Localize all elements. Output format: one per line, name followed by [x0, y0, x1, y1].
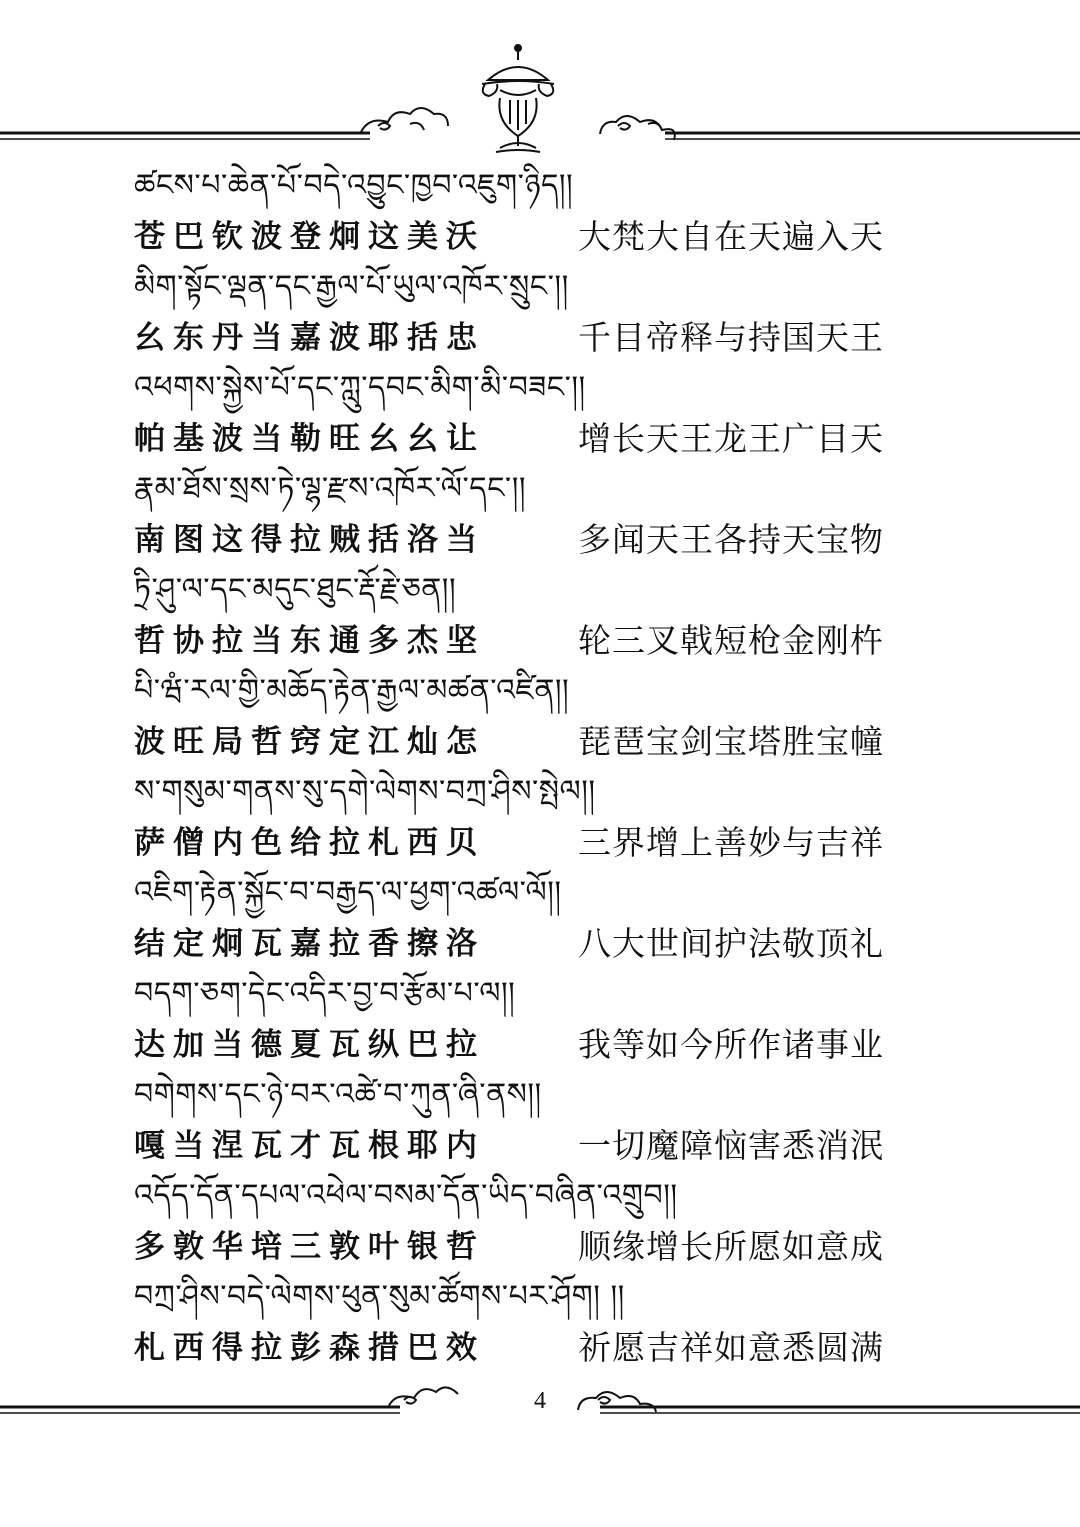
tibetan-line: མིག་སྟོང་ལྡན་དང་རྒྱལ་པོ་ཡུལ་འཁོར་སྲུང་།།	[134, 269, 569, 304]
phonetic-line: 多敦华培三敦叶银哲	[134, 1229, 485, 1265]
verse-6	[134, 665, 894, 766]
phonetic-line: 达加当德夏瓦纵巴拉	[134, 1027, 485, 1063]
phonetic-line: 波旺局哲窍定江灿怎	[134, 724, 485, 760]
verse-10	[134, 1069, 894, 1170]
tibetan-line: འཇིག་རྟེན་སྐྱོང་བ་བརྒྱད་ལ་ཕྱག་འཚལ་ལོ།།	[134, 875, 562, 910]
verse-3	[134, 362, 894, 463]
verse-8	[134, 867, 894, 968]
verse-9	[134, 968, 894, 1069]
phonetic-line: 札西得拉彭森措巴效	[134, 1330, 485, 1366]
tibetan-line: འཕགས་སྐྱེས་པོ་དང་ཀླུ་དབང་མིག་མི་བཟང་།།	[134, 370, 586, 405]
tibetan-line: ཚངས་པ་ཆེན་པོ་བདེ་འབྱུང་ཁྱབ་འཇུག་ཉིད།།	[134, 168, 574, 203]
chinese-translation: 增长天王龙王广目天	[578, 419, 884, 458]
tibetan-line: བཀྲ་ཤིས་བདེ་ལེགས་ཕུན་སུམ་ཚོགས་པར་ཤོག། །།	[134, 1279, 625, 1314]
verse-11	[134, 1170, 894, 1271]
chinese-translation: 多闻天王各持天宝物	[578, 520, 884, 559]
phonetic-line: 南图这得拉贼括洛当	[134, 522, 485, 558]
phonetic-line: 萨僧内色给拉札西贝	[134, 825, 485, 861]
tibetan-line: བདག་ཅག་དེང་འདིར་བྱ་བ་རྩོམ་པ་ལ།།	[134, 976, 516, 1011]
tibetan-line: བགེགས་དང་ཉེ་བར་འཚེ་བ་ཀུན་ཞི་ནས།།	[134, 1077, 542, 1112]
phonetic-line: 苍巴钦波登炯这美沃	[134, 219, 485, 255]
tibetan-line: ཏྲི་ཤུ་ལ་དང་མདུང་ཐུང་རྡོ་རྗེ་ཅན།།	[134, 572, 457, 607]
tibetan-line: འདོད་དོན་དཔལ་འཕེལ་བསམ་དོན་ཡིད་བཞིན་འགྲུབ།།	[134, 1178, 678, 1213]
chinese-translation: 千目帝释与持国天王	[578, 318, 884, 357]
page-number: 4	[534, 1388, 546, 1414]
tibetan-line: ས་གསུམ་གནས་སུ་དགེ་ལེགས་བཀྲ་ཤིས་སྤེལ།།	[134, 774, 596, 809]
cloud-left-icon	[360, 108, 448, 134]
cloud-right-icon	[600, 116, 675, 140]
chinese-translation: 八大世间护法敬顶礼	[578, 924, 884, 963]
tibetan-line: པི་ཝཾ་རལ་གྱི་མཆོད་རྟེན་རྒྱལ་མཚན་འཛིན།།	[134, 673, 570, 708]
chinese-translation: 祈愿吉祥如意悉圆满	[578, 1328, 884, 1367]
chinese-translation: 顺缘增长所愿如意成	[578, 1227, 884, 1266]
verse-7	[134, 766, 894, 867]
parasol-emblem-icon	[482, 45, 554, 152]
chinese-translation: 我等如今所作诸事业	[578, 1025, 884, 1064]
chinese-translation: 轮三叉戟短枪金刚杵	[578, 621, 884, 660]
phonetic-line: 哲协拉当东通多杰坚	[134, 623, 485, 659]
verse-12	[134, 1271, 894, 1372]
header-ornament	[0, 40, 1080, 170]
chinese-translation: 琵琶宝剑宝塔胜宝幢	[578, 722, 884, 761]
phonetic-line: 结定炯瓦嘉拉香擦洛	[134, 926, 485, 962]
verse-list	[134, 160, 894, 1372]
phonetic-line: 帕基波当勒旺幺幺让	[134, 421, 485, 457]
phonetic-line: 嘎当涅瓦才瓦根耶内	[134, 1128, 485, 1164]
verse-2	[134, 261, 894, 362]
chinese-translation: 一切魔障恼害悉消泯	[578, 1126, 884, 1165]
chinese-translation: 大梵大自在天遍入天	[578, 217, 884, 256]
chinese-translation: 三界增上善妙与吉祥	[578, 823, 884, 862]
verse-4	[134, 463, 894, 564]
verse-1	[134, 160, 894, 261]
verse-5	[134, 564, 894, 665]
phonetic-line: 幺东丹当嘉波耶括忠	[134, 320, 485, 356]
tibetan-line: རྣམ་ཐོས་སྲས་ཏེ་ལྷ་རྫས་འཁོར་ལོ་དང་།།	[134, 471, 527, 506]
page-header	[0, 40, 1080, 170]
